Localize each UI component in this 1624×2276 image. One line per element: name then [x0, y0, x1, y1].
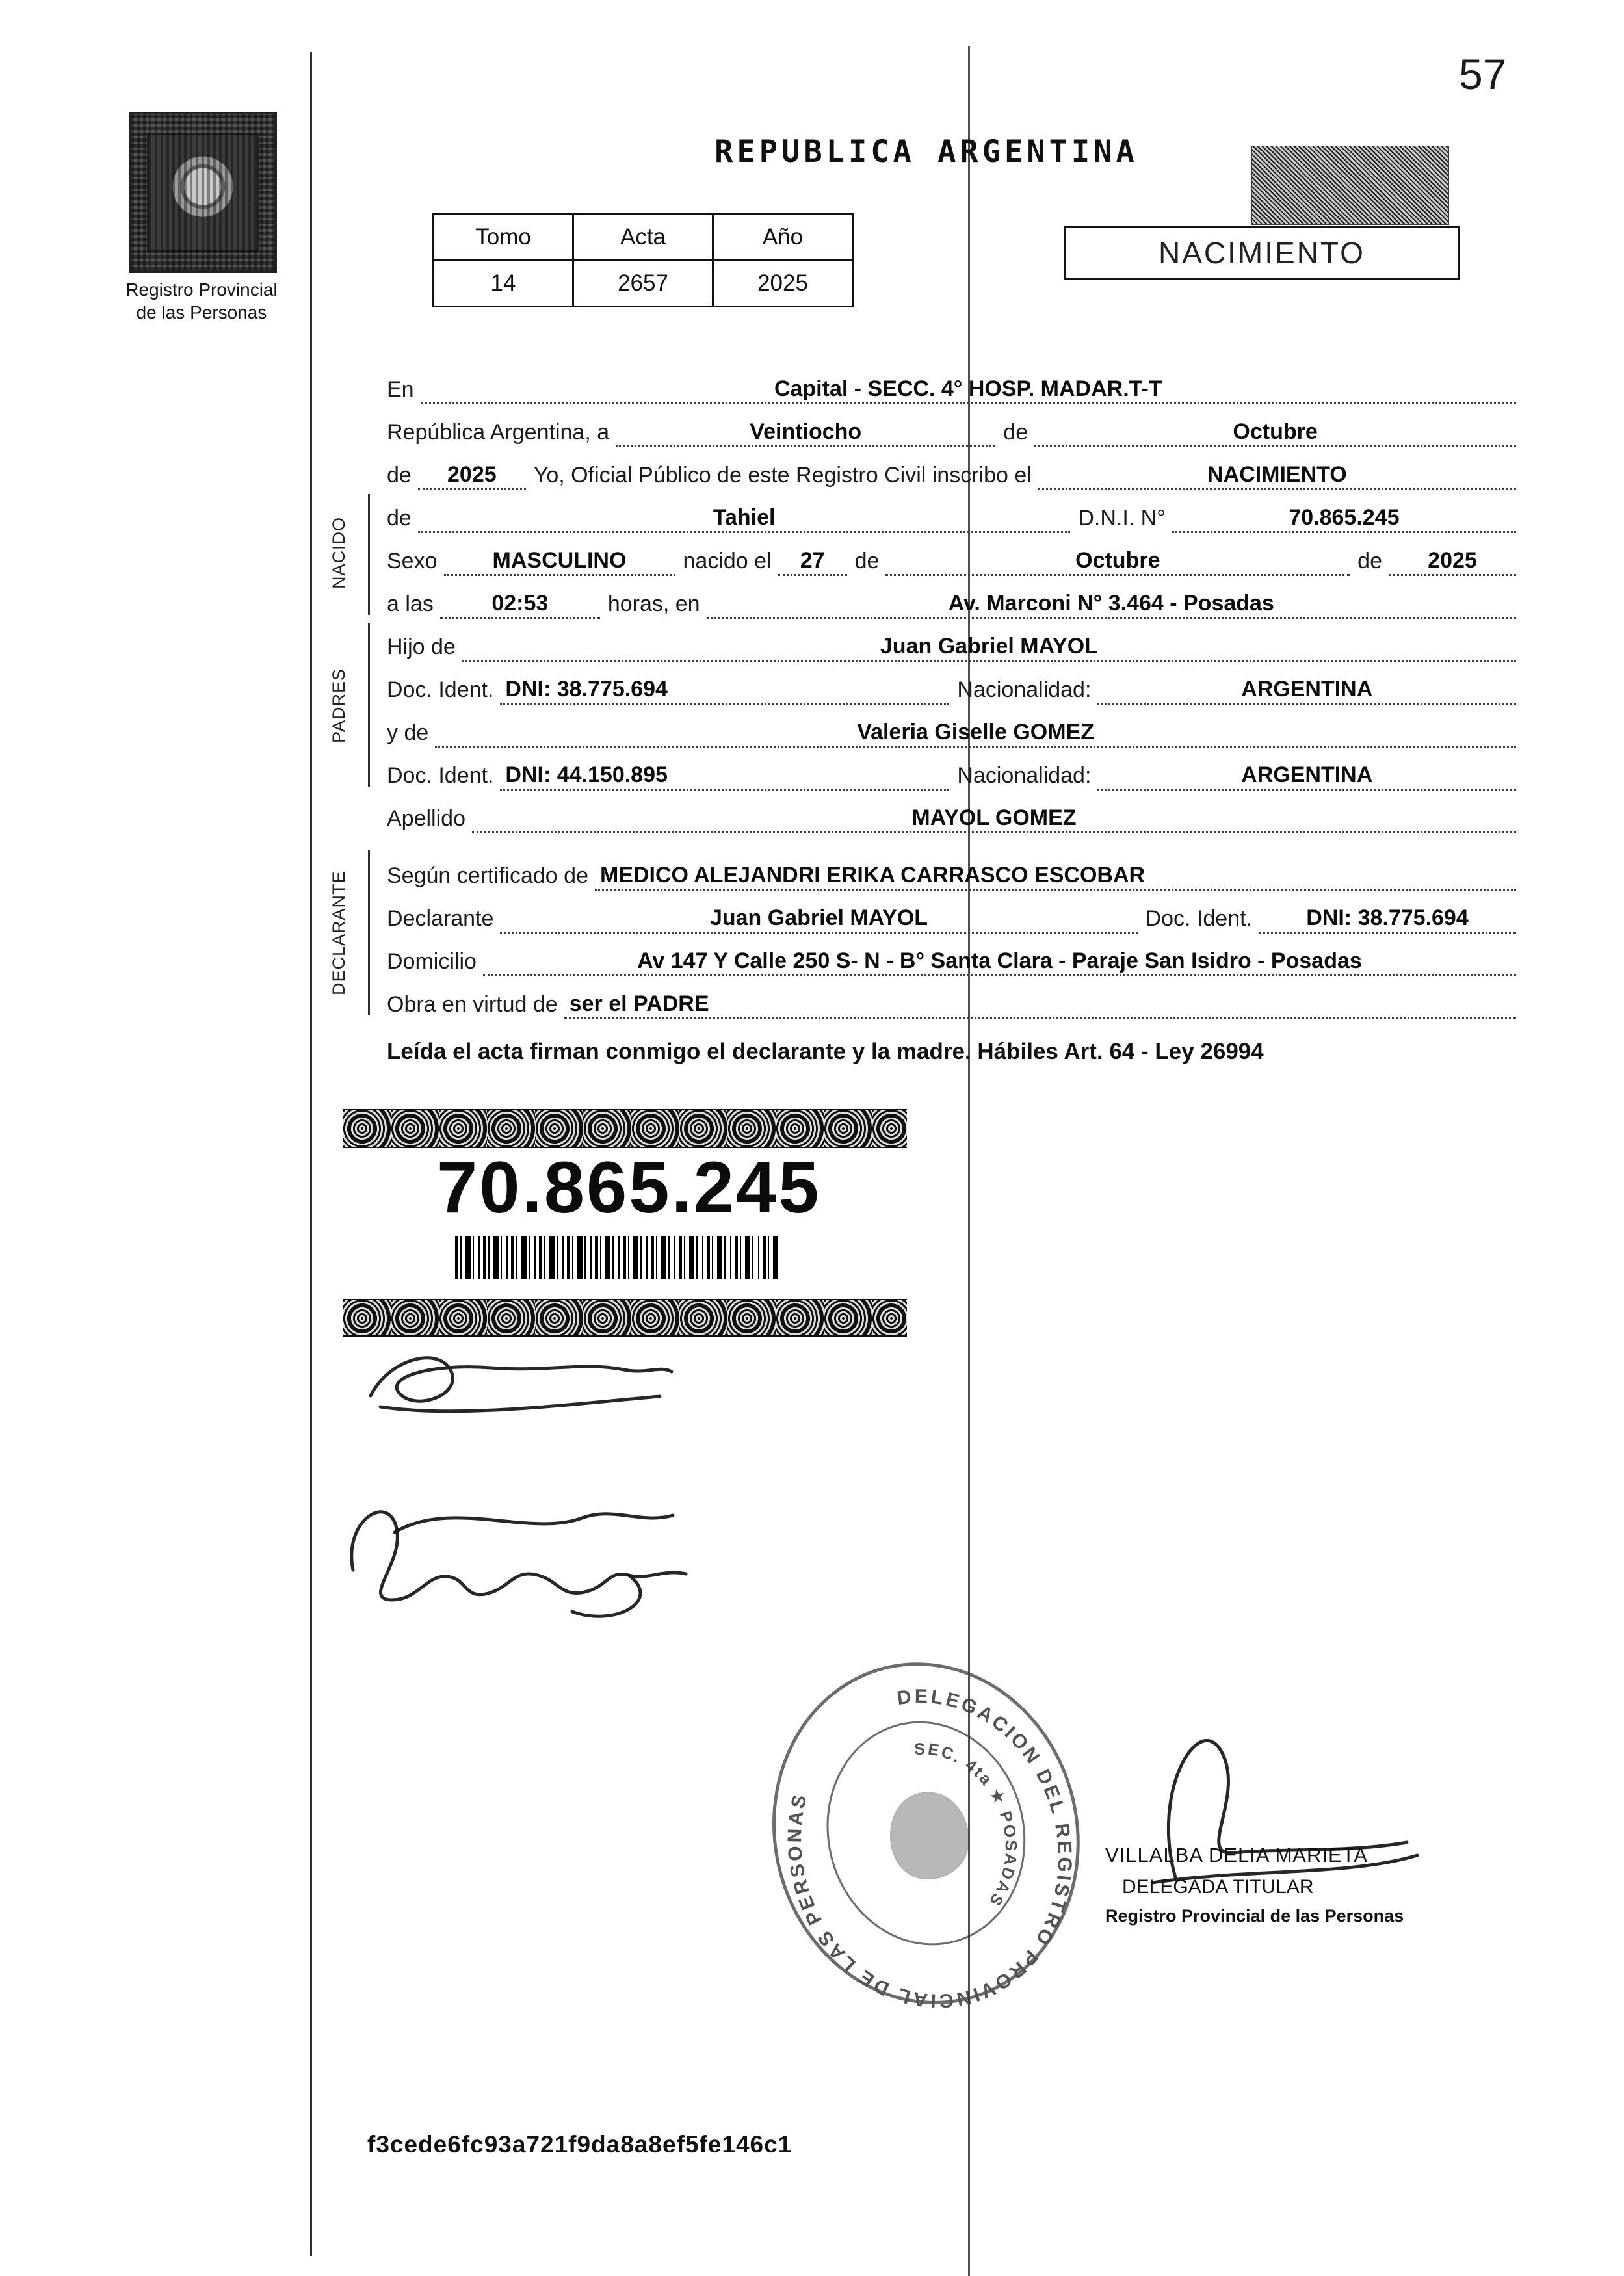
record-table-header-row: [434, 215, 853, 261]
tipo-acta-value: NACIMIENTO: [1038, 462, 1516, 490]
provincial-seal-caption: [85, 278, 319, 324]
horas-en-label: horas, en: [607, 592, 700, 616]
delegation-round-stamp: [716, 1610, 1136, 2060]
verification-hash: f3cede6fc93a721f9da8a8ef5fe146c1: [367, 2131, 792, 2158]
form-row-apellido: [387, 791, 1516, 833]
sexo-value: MASCULINO: [444, 548, 675, 576]
official-title: DELEGADA TITULAR: [1122, 1876, 1314, 1898]
page-number: 57: [1459, 50, 1507, 98]
tomo-value: 14: [434, 261, 573, 307]
anio-registro-value: 2025: [418, 462, 526, 490]
dni-value: 70.865.245: [1172, 505, 1516, 533]
left-margin-line: [310, 52, 312, 2256]
domicilio-label: Domicilio: [387, 949, 477, 974]
nombre-value: Tahiel: [418, 505, 1071, 533]
provincial-seal-image: [129, 112, 277, 273]
de5-label: de: [1357, 549, 1382, 573]
col-tomo: Tomo: [434, 215, 573, 261]
signature-madre: [335, 1472, 712, 1635]
form-body: [387, 361, 1516, 1067]
y-de-label: y de: [387, 720, 429, 745]
record-table-value-row: [434, 261, 853, 307]
stamp-center-emblem: [881, 1785, 977, 1887]
obra-value: ser el PADRE: [564, 991, 1516, 1019]
certificado-label: Según certificado de: [387, 863, 588, 888]
obra-label: Obra en virtud de: [387, 992, 558, 1017]
form-row-doc-padre: [387, 662, 1516, 705]
apellido-label: Apellido: [387, 806, 465, 831]
oficial-label: Yo, Oficial Público de este Registro Civil inscribo el: [533, 463, 1032, 488]
form-row-madre: [387, 705, 1516, 748]
nac1-value: ARGENTINA: [1097, 677, 1516, 705]
stamp-ring-text: DELEGACION DEL REGISTRO PROVINCIAL DE LAS PERSONAS: [783, 1685, 1076, 2012]
hijo-de-label: Hijo de: [387, 634, 456, 659]
security-crosshatch: [1251, 146, 1449, 225]
madre-value: Valeria Giselle GOMEZ: [435, 720, 1516, 748]
form-row-fecha: [387, 404, 1516, 447]
nac2-value: ARGENTINA: [1097, 763, 1516, 791]
doc3-label: Doc. Ident.: [1145, 906, 1252, 931]
doc2-value: DNI: 44.150.895: [500, 763, 949, 791]
form-row-padre: [387, 619, 1516, 662]
acta-value: 2657: [573, 261, 713, 307]
nacido-el-label: nacido el: [683, 549, 772, 573]
form-row-certificado: [387, 848, 1516, 891]
certificante-value: MEDICO ALEJANDRI ERIKA CARRASCO ESCOBAR: [595, 863, 1516, 891]
section-label-padres: PADRES: [329, 668, 348, 743]
seal-caption-line2: de las Personas: [136, 302, 267, 322]
mes-registro-value: Octubre: [1034, 419, 1516, 447]
form-row-inscripcion: [387, 447, 1516, 490]
record-type-badge: NACIMIENTO: [1064, 226, 1460, 280]
guilloche-band-top: [343, 1109, 907, 1148]
signature-declarante: [354, 1334, 692, 1445]
alas-label: a las: [387, 592, 434, 616]
doc3-value: DNI: 38.775.694: [1259, 906, 1516, 934]
provincial-seal-center: [147, 133, 259, 252]
anio-value: 2025: [713, 261, 853, 307]
doc1-value: DNI: 38.775.694: [500, 677, 949, 705]
domicilio-value: Av 147 Y Calle 250 S- N - B° Santa Clara - Paraje San Isidro - Posadas: [483, 948, 1516, 976]
form-row-sexo: [387, 533, 1516, 576]
lugar-value: Av. Marconi N° 3.464 - Posadas: [707, 591, 1516, 619]
en-value: Capital - SECC. 4° HOSP. MADAR.T-T: [421, 376, 1516, 404]
anio-nacimiento-value: 2025: [1389, 548, 1516, 576]
form-row-doc-madre: [387, 748, 1516, 791]
section-bracket-declarante: [368, 850, 370, 1015]
dia-value: 27: [778, 548, 847, 576]
record-table: [432, 213, 854, 307]
sexo-label: Sexo: [387, 549, 438, 573]
de3-label: de: [387, 506, 412, 530]
document-title: REPUBLICA ARGENTINA: [714, 134, 1138, 170]
declarante-value: Juan Gabriel MAYOL: [500, 906, 1137, 934]
de2-label: de: [387, 463, 412, 488]
document-number: 70.865.245: [437, 1147, 821, 1228]
de4-label: de: [854, 549, 880, 573]
doc2-label: Doc. Ident.: [387, 763, 494, 788]
declarante-label: Declarante: [387, 906, 494, 931]
apellido-value: MAYOL GOMEZ: [472, 805, 1516, 833]
closing-statement: Leída el acta firman conmigo el declarante y la madre. Hábiles Art. 64 - Ley 26994: [387, 1039, 1264, 1064]
col-anio: Año: [713, 215, 853, 261]
en-label: En: [387, 377, 414, 402]
dni-label: D.N.I. N°: [1078, 506, 1166, 530]
section-bracket-padres: [368, 623, 370, 787]
nac1-label: Nacionalidad:: [957, 677, 1092, 702]
form-row-domicilio: [387, 934, 1516, 976]
form-row-hora-lugar: [387, 576, 1516, 619]
mes-value: Octubre: [885, 548, 1350, 576]
section-label-declarante: DECLARANTE: [329, 870, 348, 995]
section-label-nacido: NACIDO: [329, 516, 348, 589]
doc1-label: Doc. Ident.: [387, 677, 494, 702]
nac2-label: Nacionalidad:: [957, 763, 1092, 788]
guilloche-band-bottom: [343, 1299, 907, 1337]
padre-value: Juan Gabriel MAYOL: [462, 634, 1516, 662]
hora-value: 02:53: [440, 591, 600, 619]
official-name: VILLALBA DELIA MARIETA: [1105, 1844, 1368, 1866]
barcode: [455, 1236, 780, 1279]
col-acta: Acta: [573, 215, 713, 261]
form-row-obra: [387, 976, 1516, 1019]
de1-label: de: [1003, 420, 1028, 445]
official-org: Registro Provincial de las Personas: [1105, 1906, 1404, 1926]
seal-caption-line1: Registro Provincial: [125, 280, 278, 300]
form-row-nombre: [387, 490, 1516, 533]
form-row-declarante: [387, 891, 1516, 934]
stamp-inner-text: SEC. 4ta ★ POSADAS: [913, 1740, 1020, 1911]
section-bracket-nacido: [368, 494, 370, 615]
republica-label: República Argentina, a: [387, 420, 610, 445]
official-block: [1105, 1844, 1404, 1926]
form-row-en: [387, 361, 1516, 404]
dia-letras-value: Veintiocho: [616, 419, 995, 447]
